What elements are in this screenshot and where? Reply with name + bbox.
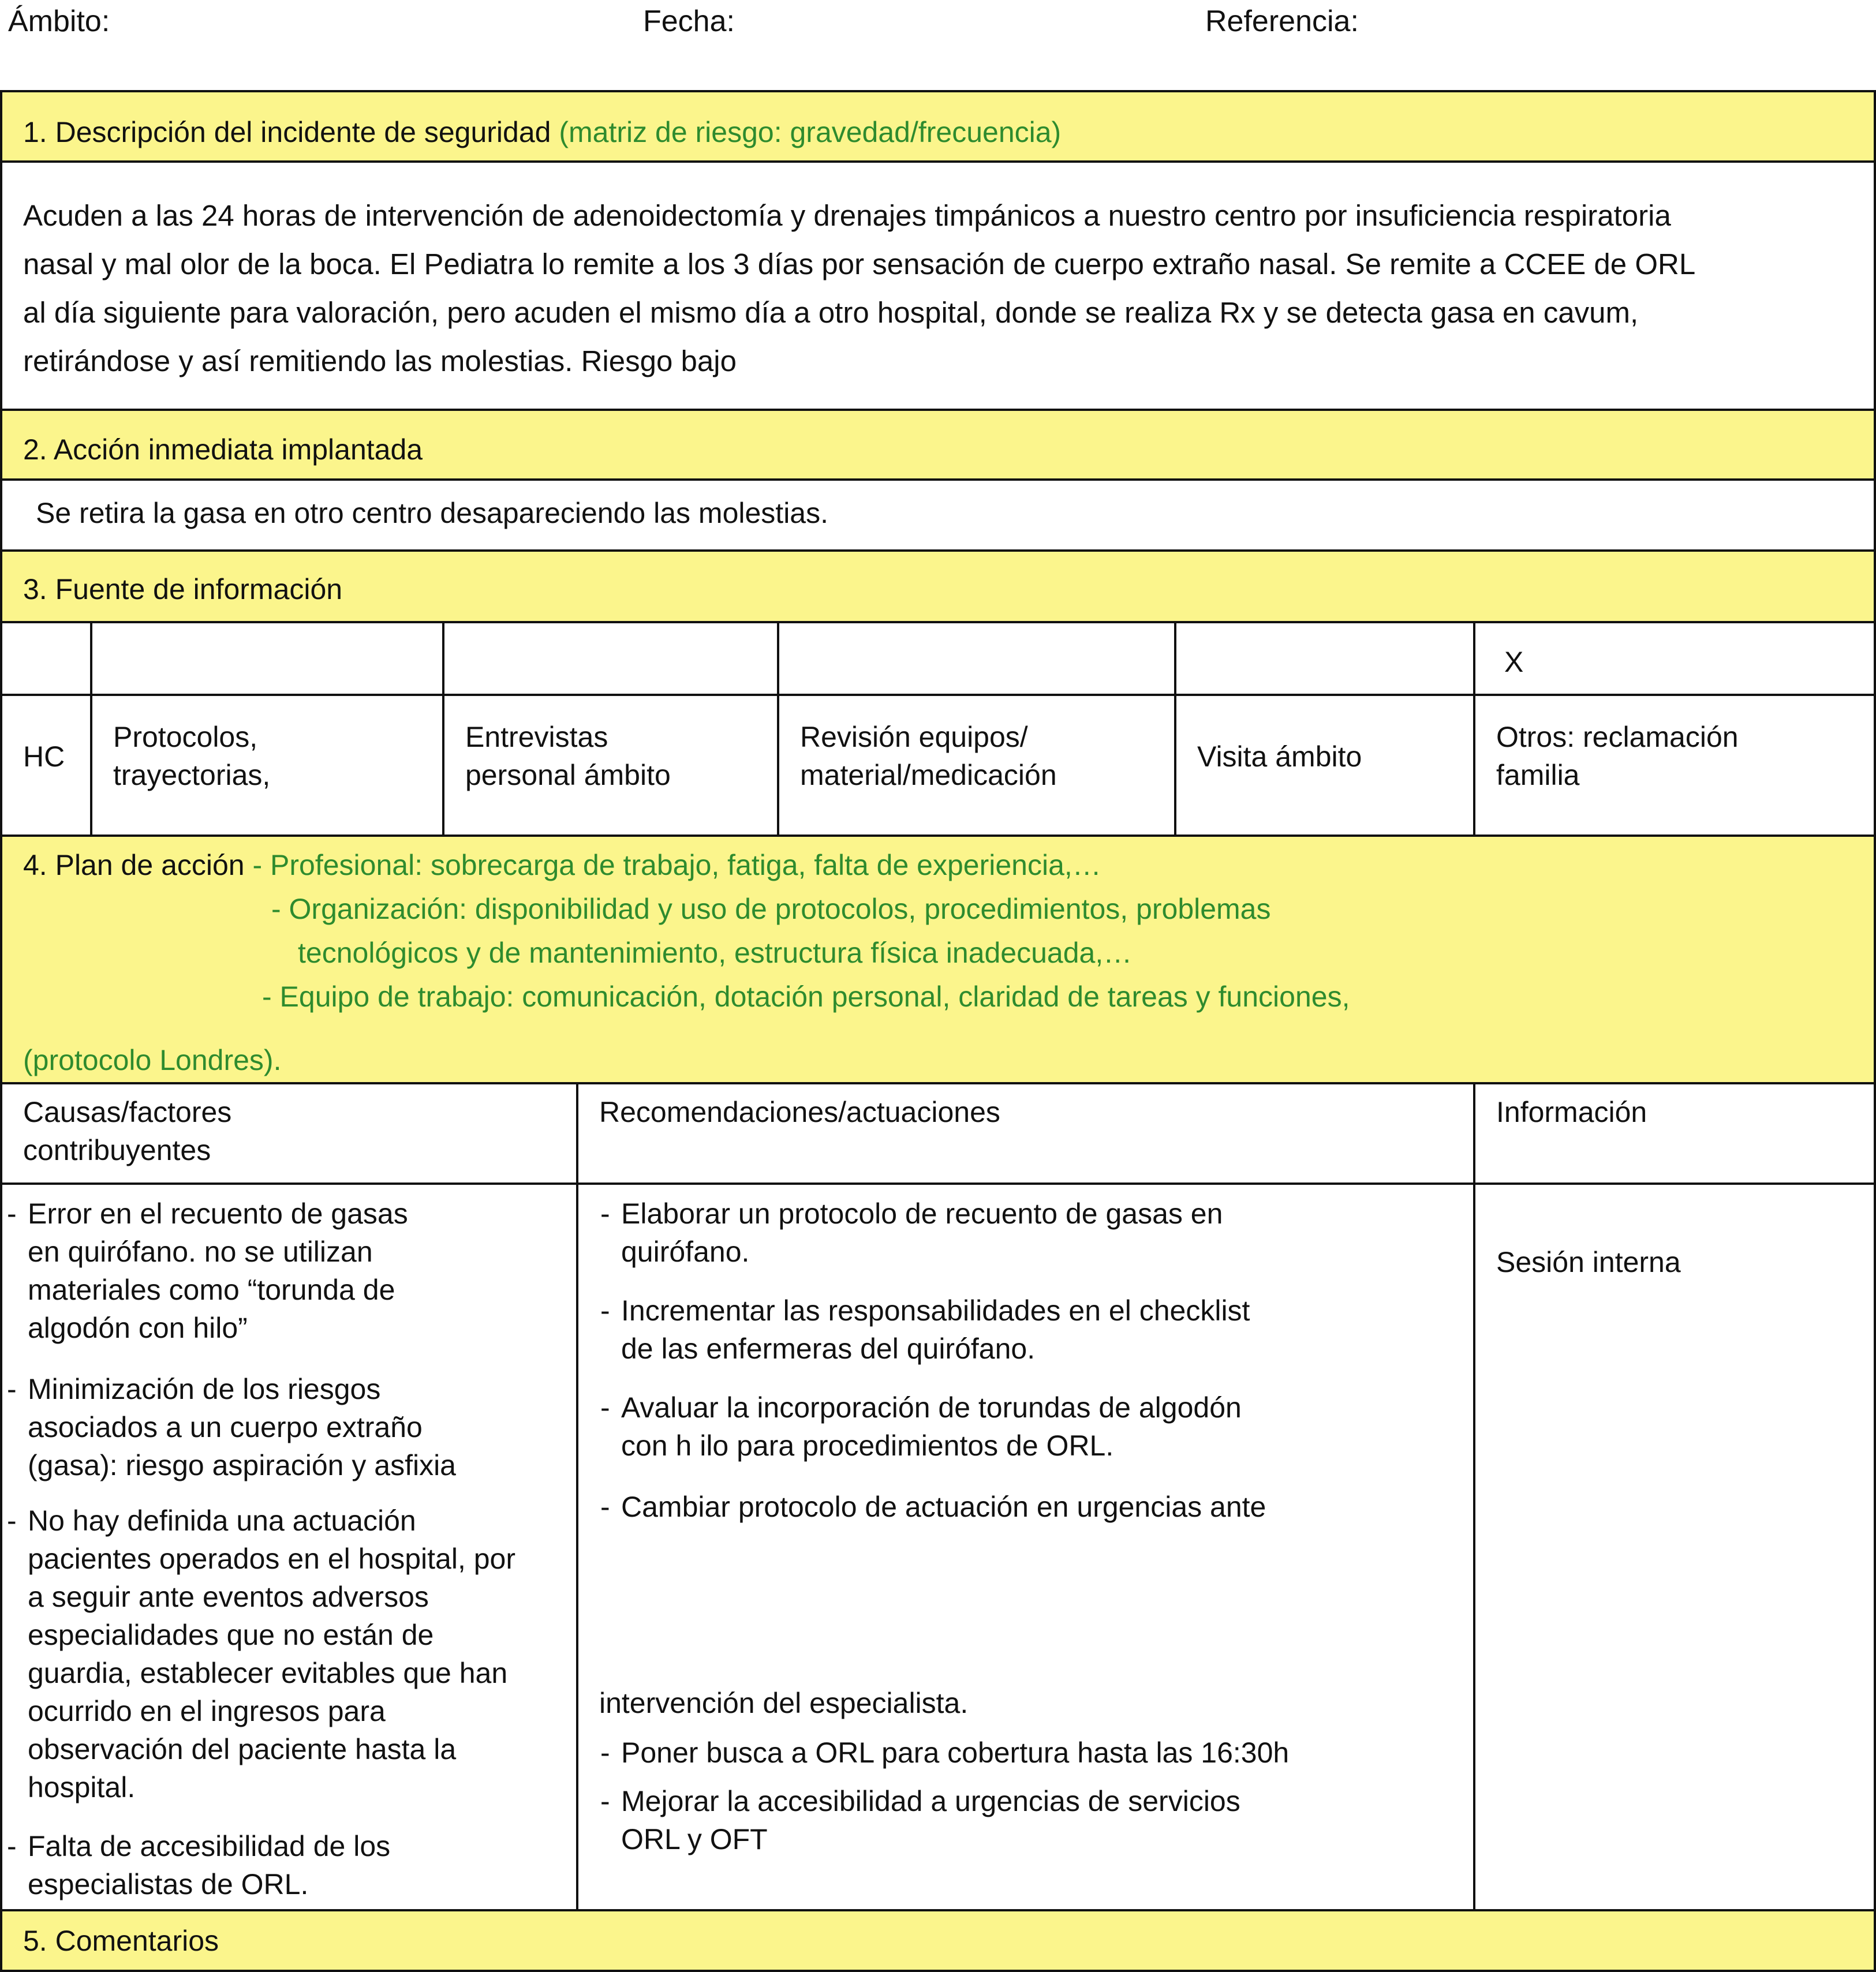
recomendacion-line: Poner busca a ORL para cobertura hasta las 16:30h (621, 1737, 1290, 1769)
causas-header-line: Causas/factores (23, 1096, 232, 1128)
causa-line: No hay definida una actuación (28, 1505, 416, 1537)
causa-line: (gasa): riesgo aspiración y asfixia (28, 1449, 456, 1481)
divider (0, 160, 1876, 163)
causas-header-line: contribuyentes (23, 1134, 211, 1166)
section2-body: Se retira la gasa en otro centro desapareciendo las molestias. (36, 497, 828, 529)
divider (0, 621, 1876, 623)
section1-title: 1. Descripción del incidente de seguridad (23, 116, 551, 148)
column-divider (442, 622, 444, 836)
section1-body-line: Acuden a las 24 horas de intervención de adenoidectomía y drenajes timpánicos a nuestro centro por insuficiencia respiratoria (23, 199, 1671, 232)
source-revision (800, 718, 1057, 794)
source-visita (1197, 738, 1362, 776)
informacion-value: Sesión interna (1496, 1246, 1681, 1278)
divider (0, 1082, 1876, 1084)
section4-line: (protocolo Londres). (23, 1044, 282, 1076)
causa-line: guardia, establecer evitables que han (28, 1657, 508, 1689)
divider (0, 694, 1876, 696)
section1-body-line: al día siguiente para valoración, pero acuden el mismo día a otro hospital, donde se realiza Rx y se detecta gasa en cavum, (23, 296, 1639, 329)
divider (0, 835, 1876, 837)
recomendacion-line: Elaborar un protocolo de recuento de gasas en (621, 1198, 1223, 1230)
divider (0, 409, 1876, 411)
recomendacion-item: - Poner busca a ORL para cobertura hasta las 16:30h (600, 1734, 1289, 1772)
causa-line: hospital. (28, 1771, 136, 1803)
source-protocolos (113, 718, 270, 794)
source-label: HC (23, 740, 65, 773)
informacion-header: Información (1496, 1096, 1647, 1128)
section1-body (23, 192, 1695, 386)
source-otros (1496, 718, 1739, 794)
recomendacion-line: con h ilo para procedimientos de ORL. (621, 1430, 1114, 1462)
causa-line: especialistas de ORL. (28, 1868, 309, 1900)
causa-item: - Error en el recuento de gasas en quirófano. no se utilizan materiales como “torunda de algodón con hilo” (7, 1195, 408, 1347)
section4-line: - Profesional: sobrecarga de trabajo, fatiga, falta de experiencia,… (252, 849, 1101, 881)
source-label: material/medicación (800, 759, 1057, 791)
section1-subtitle: (matriz de riesgo: gravedad/frecuencia) (559, 116, 1062, 148)
causa-line: a seguir ante eventos adversos (28, 1581, 429, 1613)
column-divider (777, 622, 779, 836)
source-entrevistas (465, 718, 671, 794)
section4-heading (23, 846, 1101, 884)
source-mark-otros: X (1504, 646, 1524, 678)
recomendacion-line: ORL y OFT (621, 1823, 768, 1855)
section1-heading (23, 113, 1061, 151)
section4-line: - Equipo de trabajo: comunicación, dotación personal, claridad de tareas y funciones, (262, 981, 1350, 1013)
causa-item: - Minimización de los riesgos asociados a un cuerpo extraño (gasa): riesgo aspiración y asfixia (7, 1370, 456, 1484)
causa-line: materiales como “torunda de (28, 1274, 395, 1306)
recomendacion-item: - Incrementar las responsabilidades en el checklist de las enfermeras del quirófano. (600, 1292, 1250, 1368)
source-label: familia (1496, 759, 1580, 791)
referencia-label: Referencia: (1205, 5, 1359, 38)
causas-header (23, 1093, 231, 1169)
section1-body-line: retirándose y así remitiendo las molestias. Riesgo bajo (23, 345, 737, 377)
ambito-label: Ámbito: (8, 5, 110, 38)
column-divider (1174, 622, 1176, 836)
causa-line: en quirófano. no se utilizan (28, 1236, 373, 1268)
causa-line: asociados a un cuerpo extraño (28, 1411, 423, 1443)
source-label: trayectorias, (113, 759, 271, 791)
source-label: Otros: reclamación (1496, 721, 1739, 753)
source-label: personal ámbito (465, 759, 671, 791)
causa-line: pacientes operados en el hospital, por (28, 1543, 516, 1575)
column-divider (576, 1083, 578, 1910)
causa-line: algodón con hilo” (28, 1312, 248, 1344)
divider (0, 1183, 1876, 1185)
causa-line: Minimización de los riesgos (28, 1373, 381, 1405)
causa-line: ocurrido en el ingresos para (28, 1695, 386, 1727)
source-label: Protocolos, (113, 721, 258, 753)
causa-item: - Falta de accesibilidad de los especialistas de ORL. (7, 1827, 390, 1903)
column-divider (1473, 622, 1475, 836)
divider (0, 1909, 1876, 1911)
recomendacion-line: Cambiar protocolo de actuación en urgencias ante (621, 1491, 1266, 1523)
recomendacion-line: quirófano. (621, 1236, 750, 1268)
section1-body-line: nasal y mal olor de la boca. El Pediatra lo remite a los 3 días por sensación de cuerpo extraño nasal. Se remite a CCEE de ORL (23, 248, 1696, 280)
source-label: Entrevistas (465, 721, 608, 753)
section4-line: - Organización: disponibilidad y uso de protocolos, procedimientos, problemas (271, 893, 1271, 925)
recomendacion-continuation: intervención del especialista. (599, 1687, 969, 1719)
section5-title: 5. Comentarios (23, 1925, 219, 1957)
source-hc (23, 738, 65, 776)
recomendacion-item: - Avaluar la incorporación de torundas de algodón con h ilo para procedimientos de ORL. (600, 1389, 1242, 1465)
source-label: Revisión equipos/ (800, 721, 1028, 753)
recomendacion-item: - Cambiar protocolo de actuación en urgencias ante (600, 1488, 1266, 1526)
recomendacion-item: - Mejorar la accesibilidad a urgencias de servicios ORL y OFT (600, 1782, 1240, 1858)
recomendacion-line: Incrementar las responsabilidades en el checklist (621, 1294, 1250, 1327)
fecha-label: Fecha: (643, 5, 735, 38)
causa-line: observación del paciente hasta la (28, 1733, 457, 1765)
recomendaciones-header: Recomendaciones/actuaciones (599, 1096, 1000, 1128)
section4-line: tecnológicos y de mantenimiento, estructura física inadecuada,… (298, 937, 1133, 969)
section3-title: 3. Fuente de información (23, 573, 343, 605)
causa-item: - No hay definida una actuación pacientes operados en el hospital, por a seguir ante eventos adversos especialidades que no están de guardia, establecer evitables que han ocurrido en el ingresos para observación del paciente hasta la hospital. (7, 1502, 515, 1806)
source-label: Visita ámbito (1197, 740, 1362, 773)
recomendacion-line: de las enfermeras del quirófano. (621, 1333, 1036, 1365)
divider (0, 549, 1876, 552)
causa-line: Falta de accesibilidad de los (28, 1830, 391, 1862)
recomendacion-item: - Elaborar un protocolo de recuento de gasas en quirófano. (600, 1195, 1223, 1271)
causa-line: especialidades que no están de (28, 1619, 434, 1651)
column-divider (90, 622, 92, 836)
causa-line: Error en el recuento de gasas (28, 1198, 408, 1230)
column-divider (1473, 1083, 1475, 1910)
section4-title: 4. Plan de acción (23, 849, 245, 881)
recomendacion-line: Mejorar la accesibilidad a urgencias de servicios (621, 1785, 1240, 1817)
recomendacion-line: Avaluar la incorporación de torundas de algodón (621, 1391, 1242, 1424)
section2-title: 2. Acción inmediata implantada (23, 433, 423, 466)
divider (0, 478, 1876, 481)
